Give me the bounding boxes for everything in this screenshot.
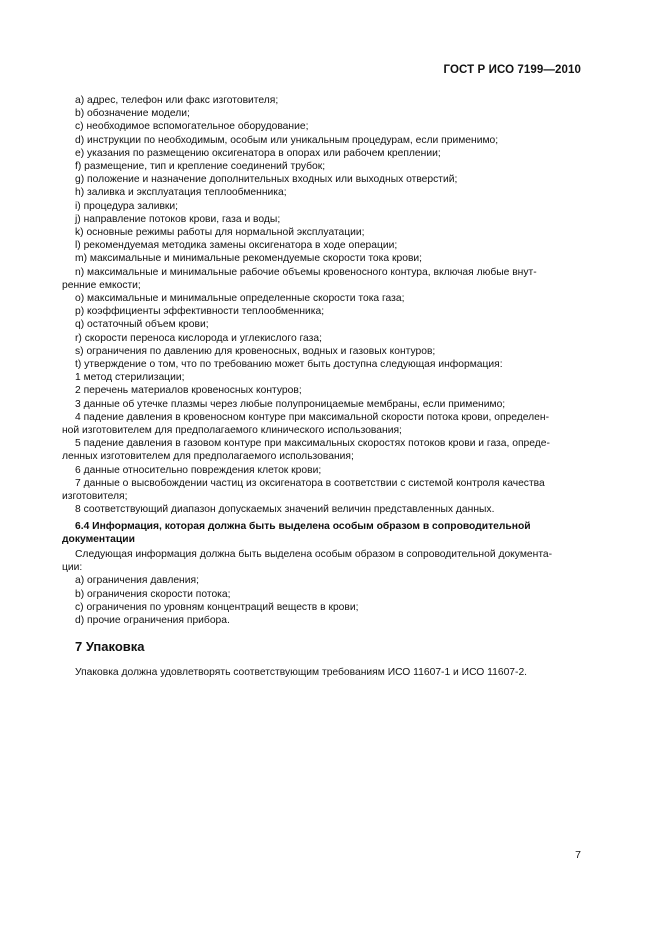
list-item-c: c) необходимое вспомогательное оборудование; [75, 121, 309, 133]
limit-item-b: b) ограничения скорости потока; [75, 588, 231, 600]
list-item-b: b) обозначение модели; [75, 108, 190, 120]
section-7-heading: 7 Упаковка [75, 639, 145, 655]
list-item-h: h) заливка и эксплуатация теплообменника; [75, 187, 287, 199]
numbered-item-5: 5 падение давления в газовом контуре при максимальных скоростях потоков крови и газа, опреде- [75, 438, 550, 450]
list-item-p: p) коэффициенты эффективности теплообменника; [75, 306, 325, 318]
limit-item-a: a) ограничения давления; [75, 575, 199, 587]
section-6-4-intro-continuation: ции: [62, 562, 83, 574]
numbered-item-3: 3 данные об утечке плазмы через любые полупроницаемые мембраны, если применимо; [75, 398, 506, 410]
numbered-item-6: 6 данные относительно повреждения клеток крови; [75, 464, 322, 476]
document-body [62, 94, 583, 680]
list-item-k: k) основные режимы работы для нормальной эксплуатации; [75, 227, 365, 239]
list-item-g: g) положение и назначение дополнительных входных или выходных отверстий; [75, 174, 458, 186]
list-item-f: f) размещение, тип и крепление соединений трубок; [75, 161, 326, 173]
list-item-n-continuation: ренние емкости; [62, 279, 141, 291]
list-item-a: a) адрес, телефон или факс изготовителя; [75, 95, 279, 106]
list-item-e: e) указания по размещению оксигенатора в опорах или рабочем креплении; [75, 147, 441, 159]
list-item-d: d) инструкции по необходимым, особым или уникальным процедурам, если применимо; [75, 134, 499, 146]
numbered-item-7-continuation: изготовителя; [62, 491, 128, 503]
section-6-4-heading [62, 520, 583, 546]
limit-item-c: c) ограничения по уровням концентраций веществ в крови; [75, 601, 359, 613]
list-item-i: i) процедура заливки; [75, 200, 179, 212]
list-item-j: j) направление потоков крови, газа и воды; [75, 213, 281, 225]
numbered-item-7: 7 данные о высвобождении частиц из оксигенатора в соответствии с системой контроля качества [75, 477, 545, 489]
list-item-m: m) максимальные и минимальные рекомендуемые скорости тока крови; [75, 253, 423, 265]
numbered-item-4-continuation: ной изготовителем для предполагаемого клинического использования; [62, 425, 402, 437]
numbered-item-8: 8 соответствующий диапазон допускаемых значений величин представленных данных. [75, 504, 495, 516]
page-number: 7 [575, 849, 581, 861]
section-7-text: Упаковка должна удовлетворять соответствующим требованиям ИСО 11607-1 и ИСО 11607-2. [75, 667, 528, 679]
list-item-s: s) ограничения по давлению для кровеносных, водных и газовых контуров; [75, 345, 436, 357]
section-6-4-intro: Следующая информация должна быть выделена особым образом в сопроводительной документа- [75, 548, 553, 560]
section-6-4-heading-line2: документации [62, 533, 135, 545]
numbered-item-4: 4 падение давления в кровеносном контуре при максимальной скорости потока крови, определен- [75, 411, 549, 423]
limit-item-d: d) прочие ограничения прибора. [75, 614, 230, 626]
list-item-r: r) скорости переноса кислорода и углекислого газа; [75, 332, 322, 344]
section-6-4-heading-line1: 6.4 Информация, которая должна быть выделена особым образом в сопроводительной [75, 520, 531, 532]
list-item-l: l) рекомендуемая методика замены оксигенатора в ходе операции; [75, 240, 398, 252]
list-item-o: o) максимальные и минимальные определенные скорости тока газа; [75, 293, 405, 305]
list-item-n: n) максимальные и минимальные рабочие объемы кровеносного контура, включая любые внут- [75, 266, 537, 278]
numbered-item-5-continuation: ленных изготовителем для предполагаемого использования; [62, 451, 354, 463]
list-item-t: t) утверждение о том, что по требованию может быть доступна следующая информация: [75, 359, 503, 371]
numbered-item-1: 1 метод стерилизации; [75, 372, 185, 384]
document-header: ГОСТ Р ИСО 7199—2010 [443, 64, 581, 76]
numbered-item-2: 2 перечень материалов кровеносных контуров; [75, 385, 302, 397]
list-item-q: q) остаточный объем крови; [75, 319, 209, 331]
